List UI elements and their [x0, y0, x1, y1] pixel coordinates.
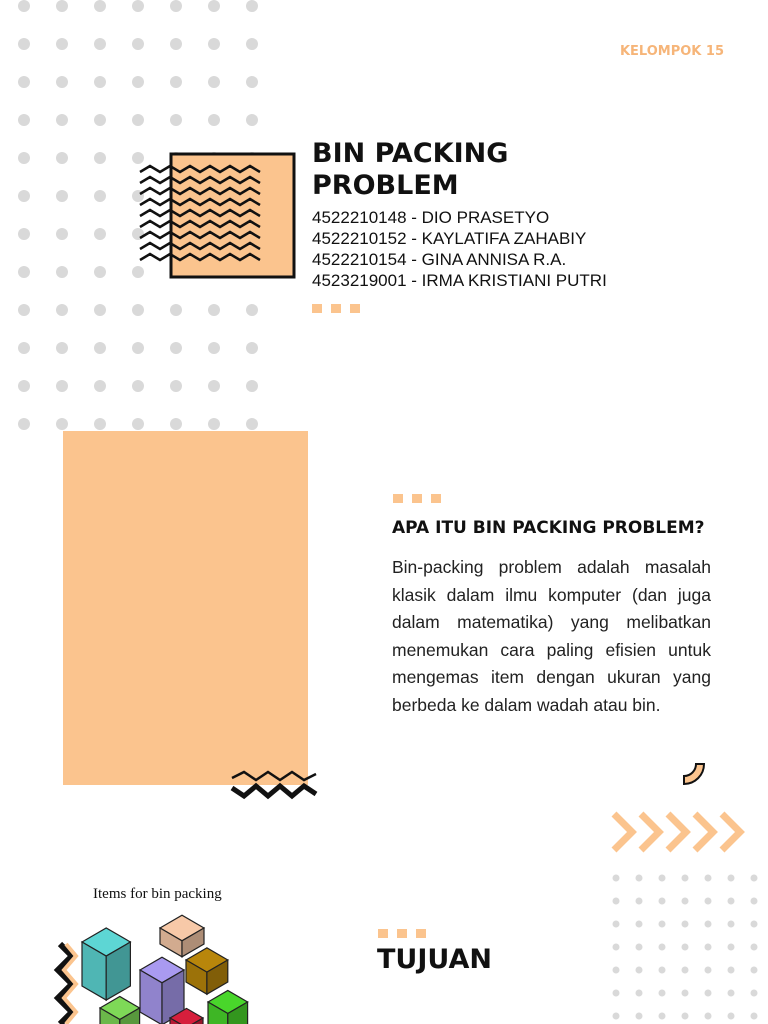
grid-dot — [705, 967, 712, 974]
grid-dot — [705, 990, 712, 997]
grid-dot — [728, 1013, 735, 1020]
chevron-icon — [695, 814, 713, 850]
grid-dot — [636, 898, 643, 905]
grid-dot — [94, 304, 106, 316]
divider-square — [350, 304, 360, 313]
grid-dot — [728, 921, 735, 928]
grid-dot — [636, 1013, 643, 1020]
grid-dot — [636, 990, 643, 997]
grid-dot — [636, 967, 643, 974]
grid-dot — [751, 875, 758, 882]
grid-dot — [728, 990, 735, 997]
grid-dot — [246, 0, 258, 12]
grid-dot — [246, 38, 258, 50]
grid-dot — [659, 1013, 666, 1020]
peach-image-block — [63, 431, 308, 785]
divider-square — [378, 929, 388, 938]
items-boxes-illustration — [76, 912, 256, 1024]
page-title-line-2: PROBLEM — [312, 170, 459, 201]
zigzag-decoration — [226, 766, 322, 802]
grid-dot — [613, 990, 620, 997]
chevron-icon — [668, 814, 686, 850]
grid-dot — [659, 875, 666, 882]
grid-dot — [18, 380, 30, 392]
grid-dot — [56, 380, 68, 392]
grid-dot — [18, 190, 30, 202]
divider-square — [312, 304, 322, 313]
grid-dot — [208, 0, 220, 12]
divider-square — [431, 494, 441, 503]
grid-dot — [170, 342, 182, 354]
grid-dot — [170, 38, 182, 50]
chevron-icon — [722, 814, 740, 850]
divider-square — [331, 304, 341, 313]
decorative-dot-grid-bottom-right — [600, 866, 768, 1024]
grid-dot — [94, 228, 106, 240]
chevron-arrows-decoration — [610, 810, 755, 854]
item-box — [82, 928, 130, 1000]
grid-dot — [728, 944, 735, 951]
grid-dot — [751, 944, 758, 951]
section-what-divider — [393, 494, 441, 503]
chevron-icon — [614, 814, 632, 850]
item-box — [208, 990, 248, 1024]
divider-squares — [312, 304, 360, 313]
grid-dot — [682, 921, 689, 928]
grid-dot — [208, 418, 220, 430]
item-box — [160, 915, 204, 957]
member-item: 4522210148 - DIO PRASETYO — [312, 208, 550, 227]
grid-dot — [18, 152, 30, 164]
grid-dot — [613, 967, 620, 974]
grid-dot — [613, 944, 620, 951]
grid-dot — [728, 967, 735, 974]
group-label: KELOMPOK 15 — [619, 44, 724, 59]
grid-dot — [659, 898, 666, 905]
grid-dot — [56, 114, 68, 126]
grid-dot — [682, 990, 689, 997]
member-list — [312, 207, 672, 291]
grid-dot — [56, 228, 68, 240]
grid-dot — [170, 76, 182, 88]
grid-dot — [682, 967, 689, 974]
divider-square — [412, 494, 422, 503]
grid-dot — [56, 0, 68, 12]
grid-dot — [659, 967, 666, 974]
grid-dot — [659, 921, 666, 928]
grid-dot — [659, 944, 666, 951]
grid-dot — [94, 418, 106, 430]
figure-caption: Items for bin packing — [93, 886, 222, 902]
grid-dot — [170, 304, 182, 316]
grid-dot — [636, 944, 643, 951]
grid-dot — [94, 114, 106, 126]
grid-dot — [18, 342, 30, 354]
chevron-icon — [641, 814, 659, 850]
grid-dot — [636, 875, 643, 882]
grid-dot — [56, 342, 68, 354]
grid-dot — [705, 1013, 712, 1020]
grid-dot — [246, 418, 258, 430]
grid-dot — [94, 266, 106, 278]
grid-dot — [613, 875, 620, 882]
grid-dot — [170, 418, 182, 430]
grid-dot — [56, 304, 68, 316]
grid-dot — [56, 38, 68, 50]
section-goal-divider — [378, 929, 426, 938]
divider-square — [393, 494, 403, 503]
grid-dot — [246, 342, 258, 354]
grid-dot — [18, 418, 30, 430]
divider-square — [416, 929, 426, 938]
grid-dot — [613, 921, 620, 928]
grid-dot — [170, 380, 182, 392]
grid-dot — [613, 898, 620, 905]
grid-dot — [728, 898, 735, 905]
item-box — [186, 948, 228, 994]
grid-dot — [682, 875, 689, 882]
grid-dot — [132, 76, 144, 88]
grid-dot — [94, 38, 106, 50]
grid-dot — [18, 304, 30, 316]
grid-dot — [18, 114, 30, 126]
grid-dot — [208, 342, 220, 354]
grid-dot — [56, 266, 68, 278]
grid-dot — [246, 114, 258, 126]
grid-dot — [636, 921, 643, 928]
grid-dot — [132, 418, 144, 430]
grid-dot — [246, 380, 258, 392]
grid-dot — [94, 342, 106, 354]
page-title-line-1: BIN PACKING — [312, 138, 509, 169]
grid-dot — [132, 38, 144, 50]
grid-dot — [56, 76, 68, 88]
grid-dot — [751, 990, 758, 997]
grid-dot — [682, 1013, 689, 1020]
grid-dot — [94, 76, 106, 88]
page-title — [312, 138, 612, 202]
grid-dot — [208, 380, 220, 392]
member-item: 4522210154 - GINA ANNISA R.A. — [312, 250, 567, 269]
grid-dot — [208, 38, 220, 50]
grid-dot — [682, 898, 689, 905]
grid-dot — [56, 190, 68, 202]
grid-dot — [56, 152, 68, 164]
section-what-body: Bin-packing problem adalah masalah klasik dalam ilmu komputer (dan juga dalam matematika) yang melibatkan menemukan cara paling efisien untuk mengemas item dengan ukuran yang berbeda ke dalam wadah atau bin. — [392, 557, 711, 715]
grid-dot — [18, 76, 30, 88]
grid-dot — [208, 76, 220, 88]
grid-dot — [132, 380, 144, 392]
grid-dot — [94, 380, 106, 392]
grid-dot — [208, 114, 220, 126]
grid-dot — [613, 1013, 620, 1020]
grid-dot — [94, 0, 106, 12]
grid-dot — [751, 967, 758, 974]
grid-dot — [705, 944, 712, 951]
grid-dot — [94, 190, 106, 202]
divider-square — [397, 929, 407, 938]
grid-dot — [170, 114, 182, 126]
arc-decoration — [678, 758, 710, 790]
grid-dot — [132, 342, 144, 354]
grid-dot — [705, 898, 712, 905]
grid-dot — [705, 921, 712, 928]
title-square-wave-graphic — [136, 150, 301, 282]
grid-dot — [682, 944, 689, 951]
section-goal-heading: TUJUAN — [377, 944, 492, 975]
member-item: 4522210152 - KAYLATIFA ZAHABIY — [312, 229, 587, 248]
grid-dot — [751, 1013, 758, 1020]
grid-dot — [751, 921, 758, 928]
grid-dot — [18, 0, 30, 12]
grid-dot — [132, 0, 144, 12]
grid-dot — [728, 875, 735, 882]
grid-dot — [18, 266, 30, 278]
grid-dot — [659, 990, 666, 997]
grid-dot — [132, 114, 144, 126]
grid-dot — [246, 76, 258, 88]
grid-dot — [246, 304, 258, 316]
section-what-heading: APA ITU BIN PACKING PROBLEM? — [392, 518, 705, 538]
grid-dot — [132, 304, 144, 316]
member-item: 4523219001 - IRMA KRISTIANI PUTRI — [312, 271, 607, 290]
grid-dot — [170, 0, 182, 12]
grid-dot — [208, 304, 220, 316]
grid-dot — [18, 228, 30, 240]
grid-dot — [705, 875, 712, 882]
grid-dot — [56, 418, 68, 430]
grid-dot — [18, 38, 30, 50]
grid-dot — [751, 898, 758, 905]
grid-dot — [94, 152, 106, 164]
